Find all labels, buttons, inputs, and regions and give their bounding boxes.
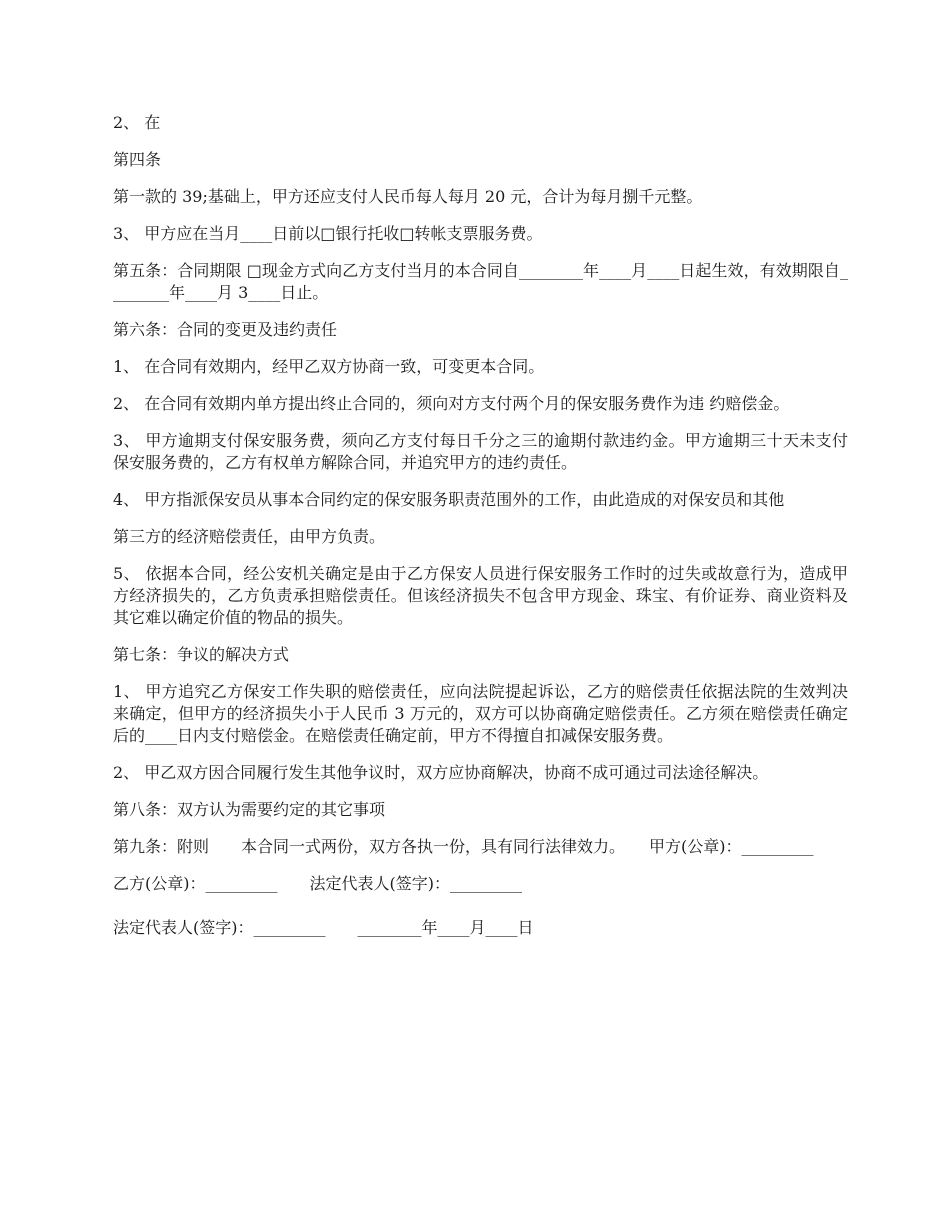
paragraph: 3、 甲方逾期支付保安服务费，须向乙方支付每日千分之三的逾期付款违约金。甲方逾期三十天未支付保安服务费的，乙方有权单方解除合同，并追究甲方的违约责任。 (113, 431, 848, 472)
paragraph: 1、 在合同有效期内，经甲乙双方协商一致，可变更本合同。 (113, 357, 545, 376)
paragraph: 第五条：合同期限 □现金方式向乙方支付当月的本合同自________年____月____日起生效，有效期限自________年____月 3____日止。 (113, 261, 848, 302)
paragraph: 3、 甲方应在当月____日前以□银行托收□转帐支票服务费。 (113, 224, 543, 243)
paragraph: 第九条：附则 本合同一式两份，双方各执一份，具有同行法律效力。 甲方(公章)：_________ (113, 837, 814, 856)
article-heading: 第四条 (113, 150, 162, 169)
paragraph: 5、 依据本合同，经公安机关确定是由于乙方保安人员进行保安服务工作时的过失或故意行为，造成甲方经济损失的，乙方负责承担赔偿责任。但该经济损失不包含甲方现金、珠宝、有价证券、商业资料及其它难以确定价值的物品的损失。 (113, 564, 848, 627)
signature-line: 法定代表人(签字)：_________ ________年____月____日 (113, 918, 534, 937)
article-heading: 第七条：争议的解决方式 (113, 645, 290, 664)
paragraph: 2、 在 (113, 113, 161, 132)
paragraph: 2、 甲乙双方因合同履行发生其他争议时，双方应协商解决，协商不成可通过司法途径解决。 (113, 763, 769, 782)
article-heading: 第六条：合同的变更及违约责任 (113, 320, 338, 339)
document-body (113, 112, 848, 961)
paragraph: 第三方的经济赔偿责任，由甲方负责。 (113, 527, 386, 546)
signature-line: 乙方(公章)：_________ 法定代表人(签字)：_________ (113, 874, 522, 893)
paragraph: 4、 甲方指派保安员从事本合同约定的保安服务职责范围外的工作，由此造成的对保安员和其他 (113, 490, 785, 509)
paragraph: 1、 甲方追究乙方保安工作失职的赔偿责任，应向法院提起诉讼，乙方的赔偿责任依据法院的生效判决来确定，但甲方的经济损失小于人民币 3 万元的，双方可以协商确定赔偿责任。乙方须在赔偿责任确定后的____日内支付赔偿金。在赔偿责任确定前，甲方不得擅自扣减保安服务费。 (113, 682, 848, 745)
paragraph: 2、 在合同有效期内单方提出终止合同的，须向对方支付两个月的保安服务费作为违 约赔偿金。 (113, 394, 790, 413)
paragraph: 第一款的 39;基础上，甲方还应支付人民币每人每月 20 元，合计为每月捌千元整。 (113, 187, 703, 206)
article-heading: 第八条：双方认为需要约定的其它事项 (113, 800, 386, 819)
